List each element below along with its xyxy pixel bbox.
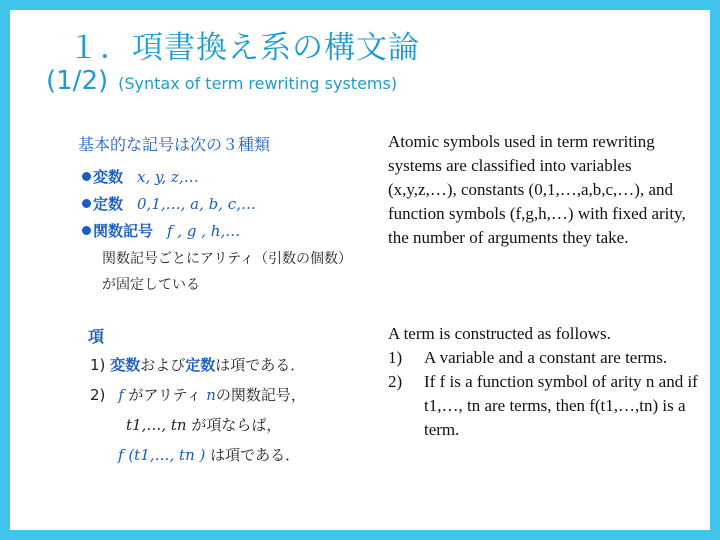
term-rule-2-condition: t1,…, tn が項ならば， — [126, 416, 282, 434]
term-rule-2-conclusion: f (t1,…, tn ) は項である． — [118, 446, 301, 464]
part-number: (1/2) — [46, 66, 109, 96]
bullet-constants: 定数 0,1,…, a, b, c,… — [82, 193, 256, 214]
slide — [10, 10, 710, 530]
bullet-function-symbols: 関数記号 f , g , h,… — [82, 220, 240, 241]
arity-note-line2: が固定している — [102, 277, 200, 293]
bullet-dot-icon — [82, 172, 91, 181]
symbols-heading: 基本的な記号は次の３種類 — [78, 135, 271, 154]
term-definition-block — [388, 322, 698, 442]
english-subtitle: (Syntax of term rewriting systems) — [118, 74, 398, 93]
slide-subtitle — [46, 66, 397, 96]
slide-title: １．項書換え系の構文論 — [68, 30, 420, 66]
list-item: 1) A variable and a constant are terms. — [388, 348, 668, 367]
term-rule-1: 1) 変数および定数は項である． — [90, 356, 306, 374]
atomic-symbols-paragraph: Atomic symbols used in term rewriting systems are classified into variables (x,y,z,…), constants (0,1,…,a,b,c,…), and function symbols (f,g,h,…) with fixed arity, the number of arguments they take. — [388, 132, 686, 247]
term-heading: 項 — [88, 327, 105, 346]
bullet-dot-icon — [82, 226, 91, 235]
term-intro: A term is constructed as follows. — [388, 324, 611, 343]
arity-note-line1: 関数記号ごとにアリティ（引数の個数） — [102, 251, 353, 267]
bullet-dot-icon — [82, 199, 91, 208]
bullet-variables: 変数 x, y, z,… — [82, 166, 199, 187]
term-rules-list — [388, 346, 698, 442]
list-item: 2) If f is a function symbol of arity n and if t1,…, tn are terms, then f(t1,…,tn) is a term. — [388, 372, 698, 439]
term-rule-2: 2) f がアリティ nの関数記号， — [90, 386, 306, 404]
